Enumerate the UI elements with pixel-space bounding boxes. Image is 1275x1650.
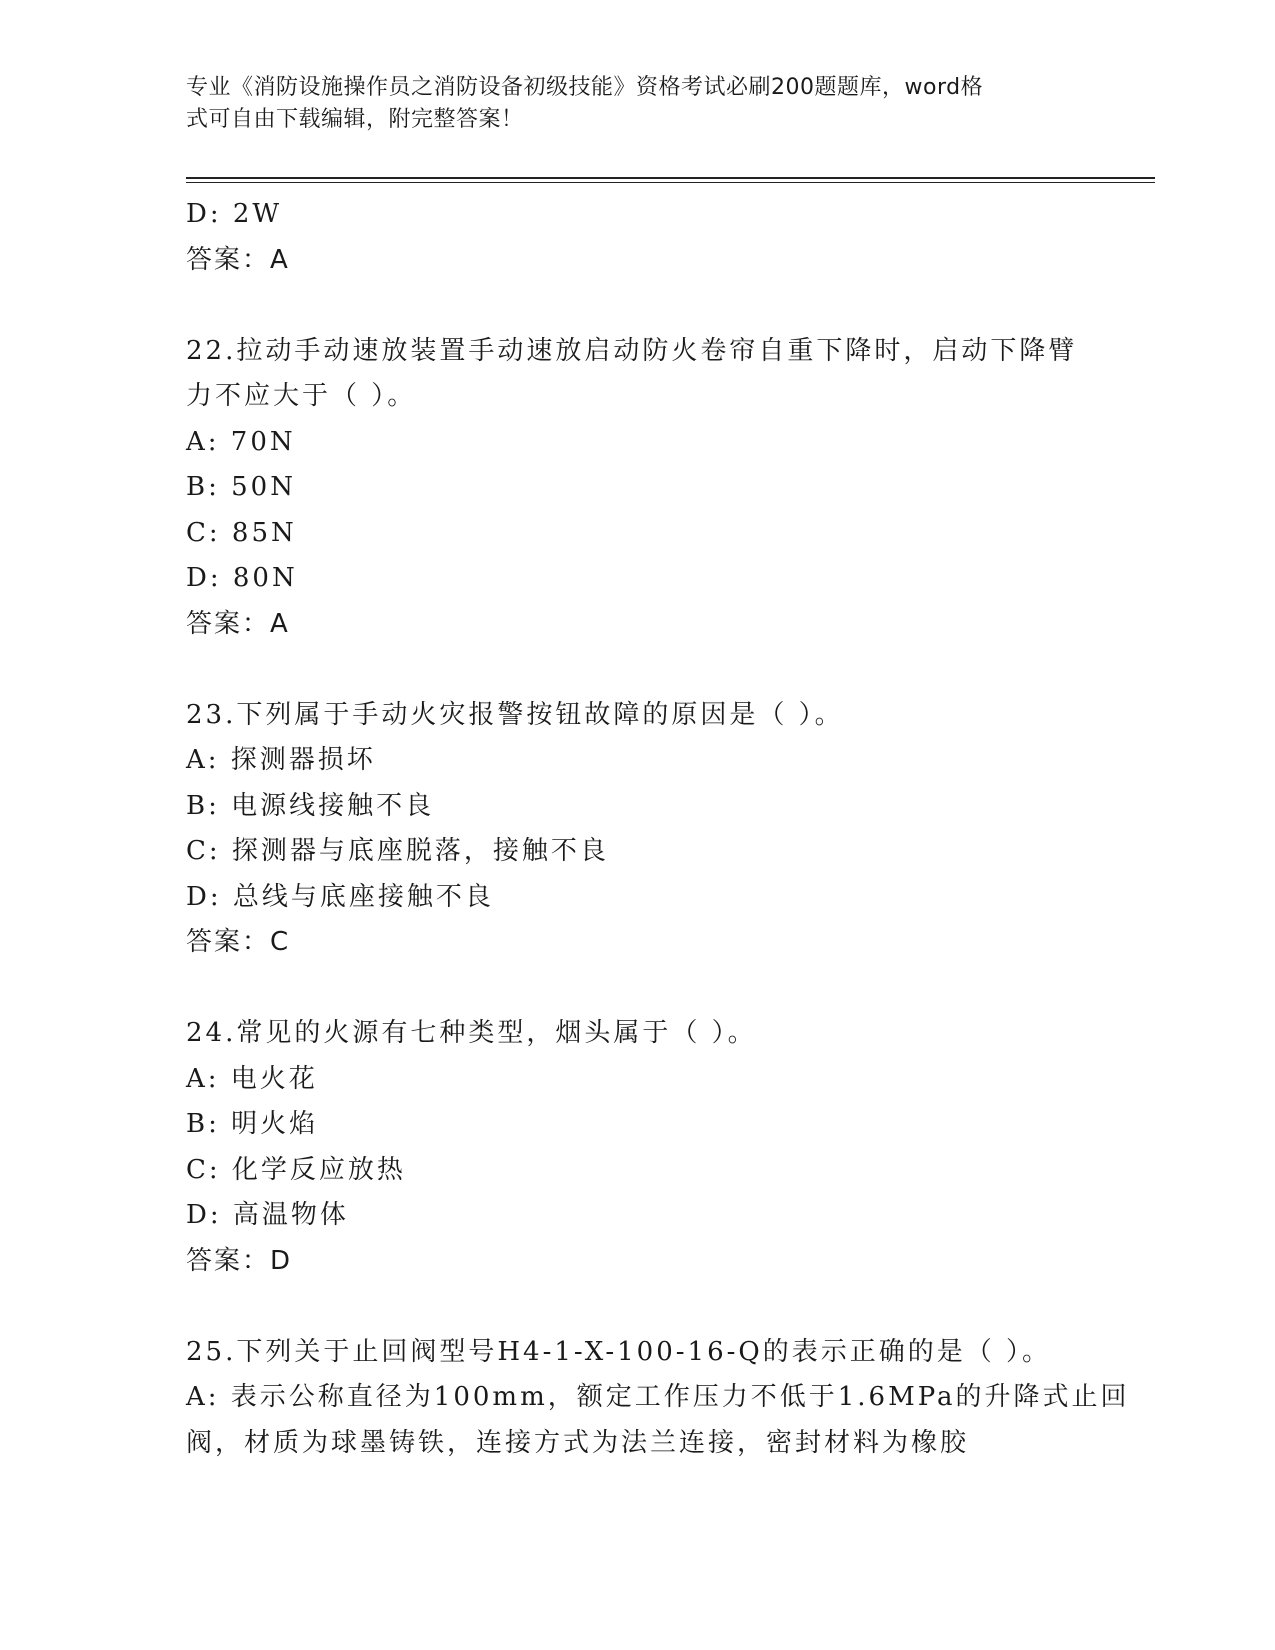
question-text: 24.常见的火源有七种类型，烟头属于（ ）。: [186, 1018, 757, 1048]
option-line: B: 50N: [186, 472, 296, 502]
answer-line: 答案：D: [186, 1245, 293, 1276]
spacer: [186, 647, 1086, 693]
header-divider-thin: [186, 182, 1155, 183]
option-line: A: 70N: [186, 426, 296, 457]
header-line-2: 式可自由下载编辑，附完整答案！: [186, 107, 524, 132]
spacer: [186, 966, 1086, 1012]
option-line: 阀，材质为球墨铸铁，连接方式为法兰连接，密封材料为橡胶: [186, 1427, 970, 1458]
spacer: [186, 283, 1086, 329]
spacer: [186, 1284, 1086, 1330]
option-line: C: 化学反应放热: [186, 1154, 406, 1185]
question-text: 23.下列属于手动火灾报警按钮故障的原因是（ ）。: [186, 699, 844, 730]
question-text: 力不应大于（ ）。: [186, 381, 417, 411]
option-line: A: 电火花: [186, 1063, 318, 1094]
answer-line: 答案：A: [186, 244, 290, 275]
question-text: 25.下列关于止回阀型号H4-1-X-100-16-Q的表示正确的是（ ）。: [186, 1336, 1051, 1367]
header-line-1: 专业《消防设施操作员之消防设备初级技能》资格考试必刷200题题库，word格: [186, 75, 984, 100]
option-line: C: 探测器与底座脱落，接触不良: [186, 836, 609, 866]
question-text: 22.拉动手动速放装置手动速放启动防火卷帘自重下降时，启动下降臂: [186, 335, 1078, 366]
option-line: B: 电源线接触不良: [186, 790, 435, 821]
answer-line: 答案：C: [186, 927, 291, 957]
option-line: C: 85N: [186, 517, 297, 548]
header-divider-thick: [186, 177, 1155, 179]
option-line: A: 探测器损坏: [186, 745, 376, 775]
answer-line: 答案：A: [186, 608, 290, 639]
option-line: D: 2W: [186, 199, 283, 229]
option-line: B: 明火焰: [186, 1109, 319, 1139]
option-line: D: 高温物体: [186, 1200, 349, 1230]
option-line: D: 总线与底座接触不良: [186, 881, 494, 912]
question-list: [186, 192, 1130, 1466]
option-line: D: 80N: [186, 563, 298, 593]
option-line: A: 表示公称直径为100mm，额定工作压力不低于1.6MPa的升降式止回: [186, 1382, 1130, 1412]
document-header: [186, 72, 1086, 136]
